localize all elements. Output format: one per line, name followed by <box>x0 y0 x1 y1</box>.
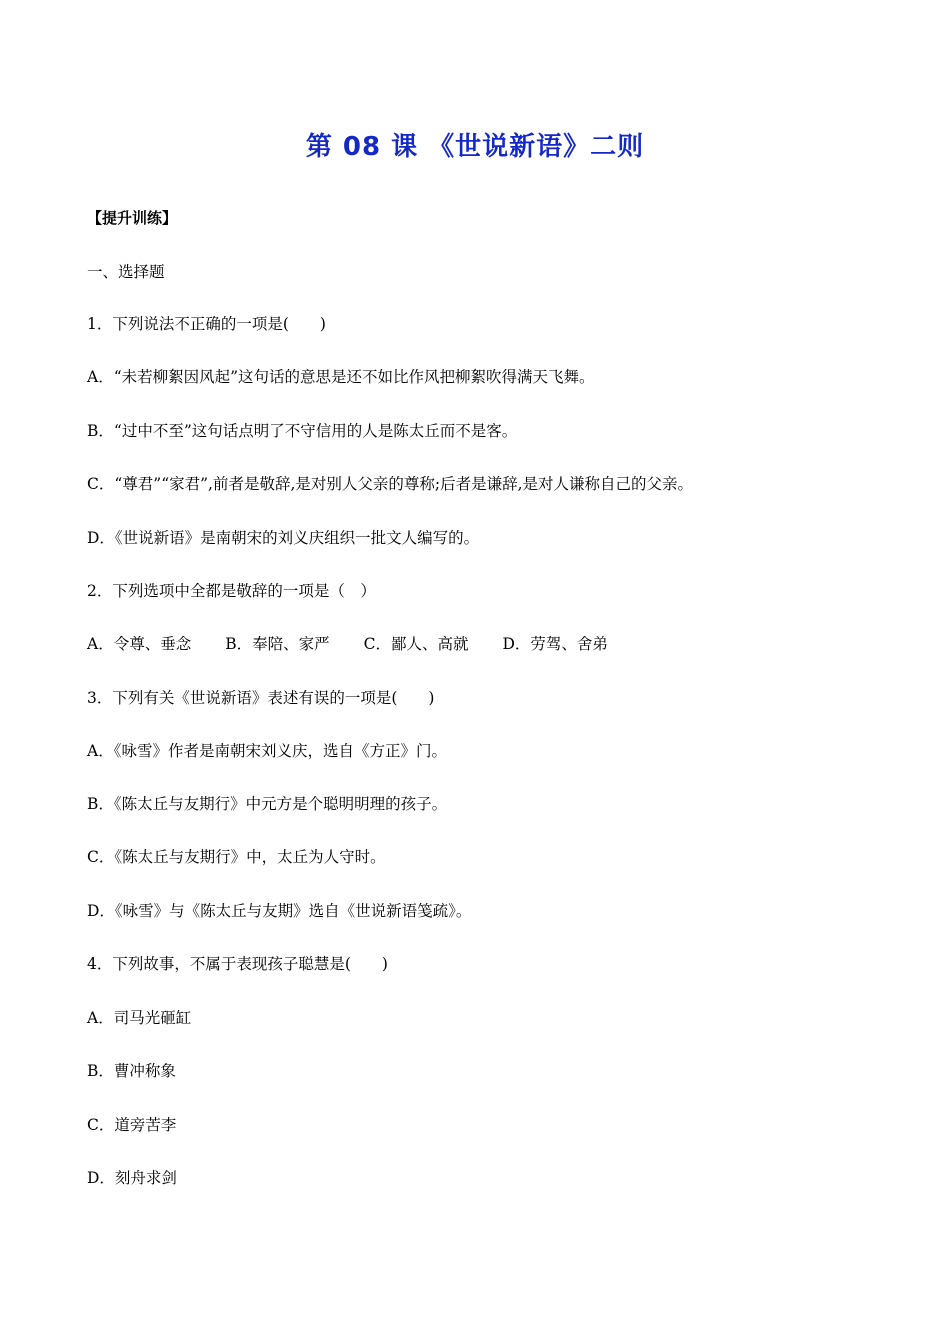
question-1-stem: 1．下列说法不正确的一项是( ) <box>87 315 326 333</box>
question-3-stem: 3．下列有关《世说新语》表述有误的一项是( ) <box>87 689 435 707</box>
question-2-options <box>87 634 608 654</box>
question-1-option-b: B．“过中不至”这句话点明了不守信用的人是陈太丘而不是客。 <box>87 422 518 440</box>
section-heading: 【提升训练】 <box>87 209 178 227</box>
part-heading: 一、选择题 <box>87 263 165 281</box>
question-3-option-a: A．《咏雪》作者是南朝宋刘义庆，选自《方正》门。 <box>87 742 447 760</box>
question-3-option-c: C．《陈太丘与友期行》中，太丘为人守时。 <box>87 848 386 866</box>
page-title: 第 08 课 《世说新语》二则 <box>305 132 645 162</box>
question-1-option-c: C．“尊君”“家君”,前者是敬辞,是对别人父亲的尊称;后者是谦辞,是对人谦称自己的父亲。 <box>87 475 694 493</box>
question-1-option-a: A．“未若柳絮因风起”这句话的意思是还不如比作风把柳絮吹得满天飞舞。 <box>87 368 595 386</box>
question-4-option-a: A．司马光砸缸 <box>87 1009 192 1027</box>
question-2-option-d: D．劳驾、舍弟 <box>502 635 608 653</box>
question-1-option-d: D．《世说新语》是南朝宋的刘义庆组织一批文人编写的。 <box>87 529 480 547</box>
question-2-option-b: B．奉陪、家严 <box>225 635 330 653</box>
question-2-stem: 2．下列选项中全都是敬辞的一项是（ ） <box>87 582 376 600</box>
question-4-option-b: B．曹冲称象 <box>87 1062 176 1080</box>
question-3-option-d: D．《咏雪》与《陈太丘与友期》选自《世说新语笺疏》。 <box>87 902 472 920</box>
question-4-option-c: C．道旁苦李 <box>87 1116 177 1134</box>
question-4-option-d: D．刻舟求剑 <box>87 1169 177 1187</box>
question-4-stem: 4．下列故事，不属于表现孩子聪慧是( ) <box>87 955 388 973</box>
question-2-option-c: C．鄙人、高就 <box>363 635 469 653</box>
question-2-option-a: A．令尊、垂念 <box>87 635 192 653</box>
question-3-option-b: B．《陈太丘与友期行》中元方是个聪明明理的孩子。 <box>87 795 448 813</box>
